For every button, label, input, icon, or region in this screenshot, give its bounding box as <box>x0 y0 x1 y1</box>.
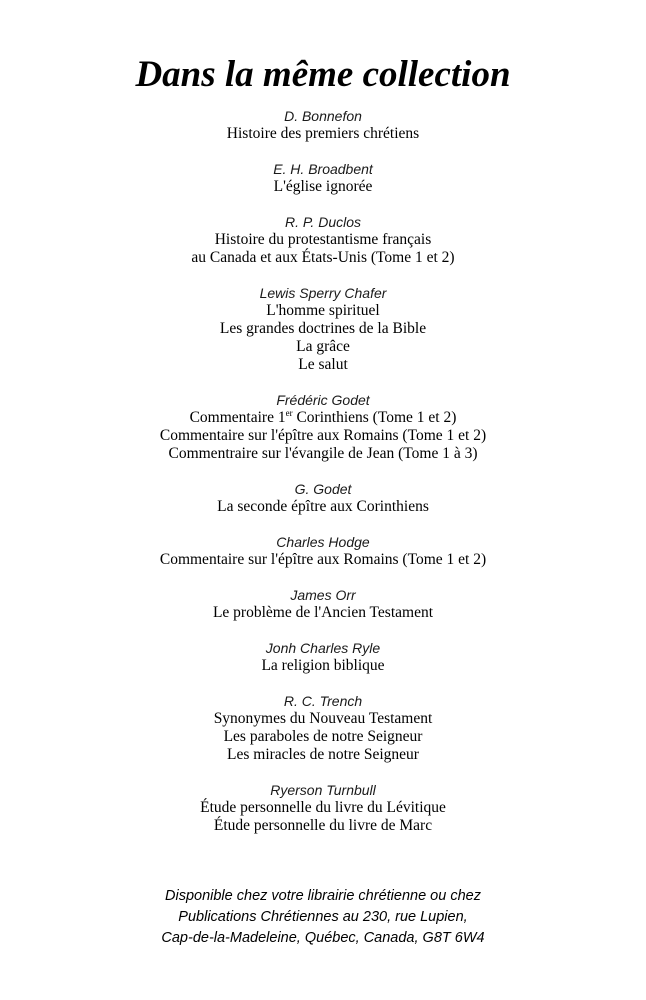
book-title: Commentraire sur l'évangile de Jean (Tome 1 à 3) <box>168 445 478 462</box>
book-title: Les paraboles de notre Seigneur <box>223 728 423 745</box>
book-entry <box>0 639 646 675</box>
footer-line: Cap-de-la-Madeleine, Québec, Canada, G8T 6W4 <box>161 930 485 946</box>
availability-note <box>0 886 646 949</box>
book-title: La grâce <box>296 338 350 355</box>
author-name: Frédéric Godet <box>276 392 370 408</box>
book-title: Synonymes du Nouveau Testament <box>213 710 433 727</box>
book-entry <box>0 480 646 516</box>
author-name: Jonh Charles Ryle <box>265 640 381 656</box>
book-title <box>0 409 646 427</box>
author-name: E. H. Broadbent <box>273 161 373 177</box>
book-entry <box>0 533 646 569</box>
author-name: Charles Hodge <box>276 534 370 550</box>
book-entry <box>0 391 646 463</box>
footer-line: Publications Chrétiennes au 230, rue Lupien, <box>178 909 468 925</box>
book-title: Étude personnelle du livre du Lévitique <box>200 799 446 816</box>
author-name: Ryerson Turnbull <box>270 782 376 798</box>
book-entry <box>0 781 646 835</box>
author-name: Lewis Sperry Chafer <box>259 285 387 301</box>
book-title: L'église ignorée <box>273 178 373 195</box>
book-title: Histoire du protestantisme français <box>214 231 432 248</box>
book-entry <box>0 284 646 374</box>
book-title: Commentaire sur l'épître aux Romains (Tome 1 et 2) <box>159 551 487 568</box>
book-entry <box>0 107 646 143</box>
book-title: Les grandes doctrines de la Bible <box>219 320 427 337</box>
book-title: Histoire des premiers chrétiens <box>226 125 420 142</box>
book-entry <box>0 692 646 764</box>
author-name: G. Godet <box>294 481 352 497</box>
book-title: au Canada et aux États-Unis (Tome 1 et 2) <box>191 249 455 266</box>
ordinal-superscript: er <box>285 408 293 418</box>
author-name: R. C. Trench <box>283 693 363 709</box>
book-title-part: Corinthiens (Tome 1 et 2) <box>292 409 457 426</box>
book-entry <box>0 160 646 196</box>
book-title: Étude personnelle du livre de Marc <box>213 817 433 834</box>
author-name: R. P. Duclos <box>285 214 361 230</box>
book-list <box>0 107 646 835</box>
book-title: L'homme spirituel <box>266 302 380 319</box>
book-entry <box>0 213 646 267</box>
page-title: Dans la même collection <box>135 54 511 95</box>
book-title: Les miracles de notre Seigneur <box>227 746 419 763</box>
footer-line: Disponible chez votre librairie chrétienne ou chez <box>165 888 481 904</box>
author-name: D. Bonnefon <box>284 108 362 124</box>
book-title-part: Commentaire 1 <box>189 409 286 426</box>
author-name: James Orr <box>290 587 356 603</box>
book-title: Le problème de l'Ancien Testament <box>212 604 434 621</box>
book-title: La religion biblique <box>261 657 385 674</box>
book-title: La seconde épître aux Corinthiens <box>217 498 429 515</box>
book-entry <box>0 586 646 622</box>
book-title: Commentaire sur l'épître aux Romains (Tome 1 et 2) <box>159 427 487 444</box>
book-title: Le salut <box>298 356 348 373</box>
